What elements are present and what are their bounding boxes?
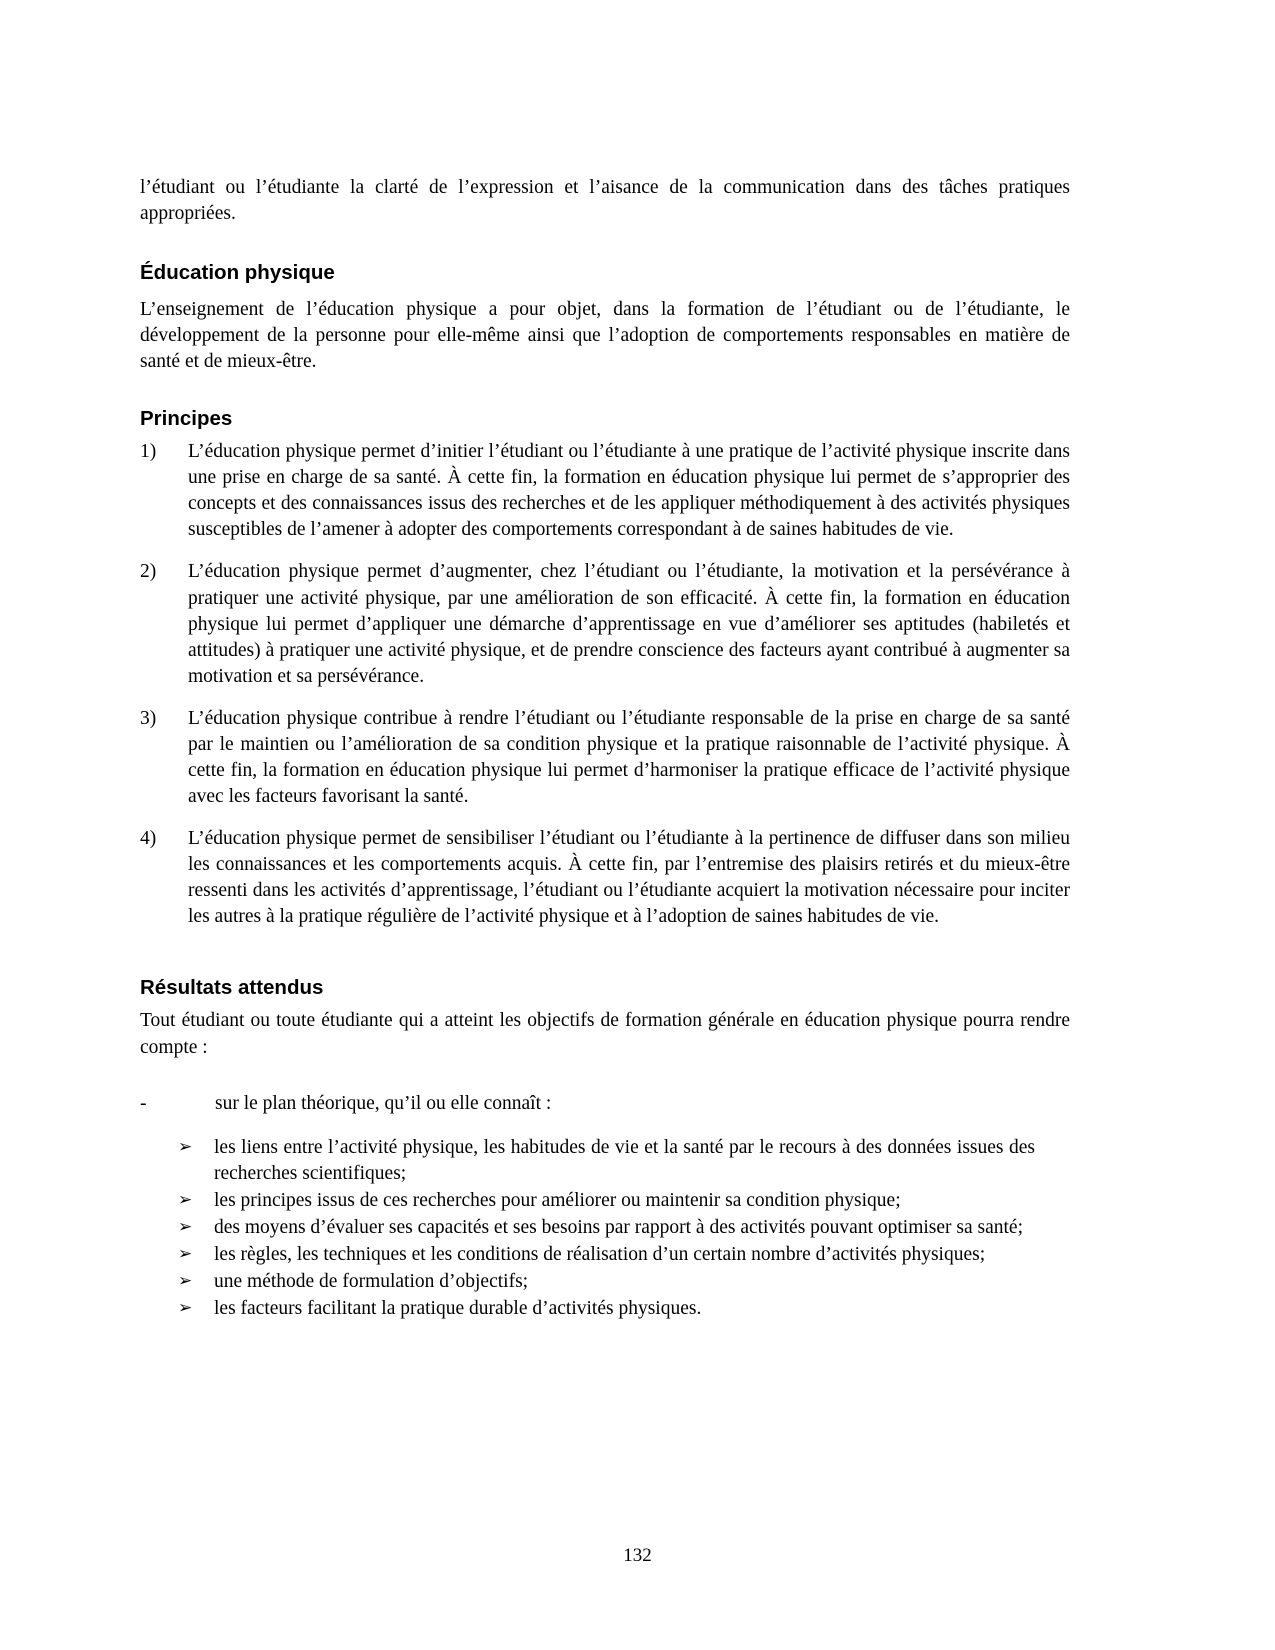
page-number: 132 [623, 1545, 652, 1566]
section-heading-education-physique: Éducation physique [140, 261, 335, 285]
list-item [140, 1269, 1070, 1295]
list-item-text: des moyens d’évaluer ses capacités et ses besoins par rapport à des activités pouvant optimiser sa santé; [214, 1216, 1024, 1238]
arrow-bullet-icon: ➢ [178, 1297, 193, 1318]
list-item [140, 1296, 1070, 1322]
list-item-text: les règles, les techniques et les conditions de réalisation d’un certain nombre d’activités physiques; [214, 1243, 986, 1265]
list-item [140, 1215, 1070, 1241]
list-item-text: L’éducation physique permet d’initier l’étudiant ou l’étudiante à une pratique de l’activité physique inscrite dans une prise en charge de sa santé. À cette fin, la formation en éducation physique lui permet de s’approprier des concepts et des connaissances issus des recherches et de les appliquer méthodiquement à des activités physiques susceptibles de l’amener à adopter des comportements correspondant à de saines habitudes de vie. [188, 441, 1070, 541]
list-item [140, 439, 1070, 543]
list-item-text: une méthode de formulation d’objectifs; [214, 1270, 529, 1292]
sub-heading-resultats-attendus: Résultats attendus [140, 975, 324, 999]
dash-list-item [140, 1091, 1070, 1117]
arrow-bullet-icon: ➢ [178, 1189, 193, 1210]
list-item-text: L’éducation physique contribue à rendre l’étudiant ou l’étudiante responsable de la prise en charge de sa santé par le maintien ou l’amélioration de sa condition physique et la pratique raisonnable de l’activité physique. À cette fin, la formation en éducation physique lui permet d’harmoniser la pratique efficace de l’activité physique avec les facteurs favorisant la santé. [188, 707, 1070, 807]
arrow-list [140, 1135, 1070, 1322]
list-item [140, 706, 1070, 810]
list-item [140, 559, 1070, 689]
list-item-marker: 2) [140, 561, 157, 583]
principles-list [140, 439, 1070, 930]
list-item [140, 1188, 1070, 1214]
arrow-bullet-icon: ➢ [178, 1136, 193, 1157]
list-item [140, 1135, 1070, 1187]
list-item-text: les liens entre l’activité physique, les habitudes de vie et la santé par le recours à des données issues des recherches scientifiques; [214, 1136, 1035, 1184]
dash-marker: - [140, 1092, 147, 1114]
list-item [140, 826, 1070, 930]
arrow-bullet-icon: ➢ [178, 1216, 193, 1237]
list-item-text: L’éducation physique permet d’augmenter, chez l’étudiant ou l’étudiante, la motivation et la persévérance à pratiquer une activité physique, par une amélioration de son efficacité. À cette fin, la formation en éducation physique lui permet d’appliquer une démarche d’apprentissage en vue d’améliorer ses aptitudes (habiletés et attitudes) à pratiquer une activité physique, et de prendre conscience des facteurs ayant contribué à augmenter sa motivation et sa persévérance. [188, 561, 1070, 687]
list-item-text: les facteurs facilitant la pratique durable d’activités physiques. [214, 1297, 702, 1319]
arrow-bullet-icon: ➢ [178, 1270, 193, 1291]
intro-paragraph: l’étudiant ou l’étudiante la clarté de l’expression et l’aisance de la communication dans des tâches pratiques appropriées. [140, 177, 1070, 225]
section-paragraph: L’enseignement de l’éducation physique a pour objet, dans la formation de l’étudiant ou de l’étudiante, le développement de la personne pour elle-même ainsi que l’adoption de comportements responsables en matière de santé et de mieux-être. [140, 298, 1070, 372]
list-item [140, 1242, 1070, 1268]
list-item-marker: 1) [140, 441, 157, 463]
dash-item-text: sur le plan théorique, qu’il ou elle connaît : [215, 1092, 552, 1114]
list-item-text: les principes issus de ces recherches pour améliorer ou maintenir sa condition physique; [214, 1189, 901, 1211]
list-item-text: L’éducation physique permet de sensibiliser l’étudiant ou l’étudiante à la pertinence de diffuser dans son milieu les connaissances et les comportements acquis. À cette fin, par l’entremise des plaisirs retirés et du mieux-être ressenti dans les activités d’apprentissage, l’étudiant ou l’étudiante acquiert la motivation nécessaire pour inciter les autres à la pratique régulière de l’activité physique et à l’adoption de saines habitudes de vie. [188, 827, 1070, 927]
arrow-bullet-icon: ➢ [178, 1243, 193, 1264]
list-item-marker: 3) [140, 707, 157, 729]
list-item-marker: 4) [140, 827, 157, 849]
results-paragraph: Tout étudiant ou toute étudiante qui a atteint les objectifs de formation générale en éducation physique pourra rendre compte : [140, 1010, 1070, 1058]
sub-heading-principes: Principes [140, 406, 233, 430]
